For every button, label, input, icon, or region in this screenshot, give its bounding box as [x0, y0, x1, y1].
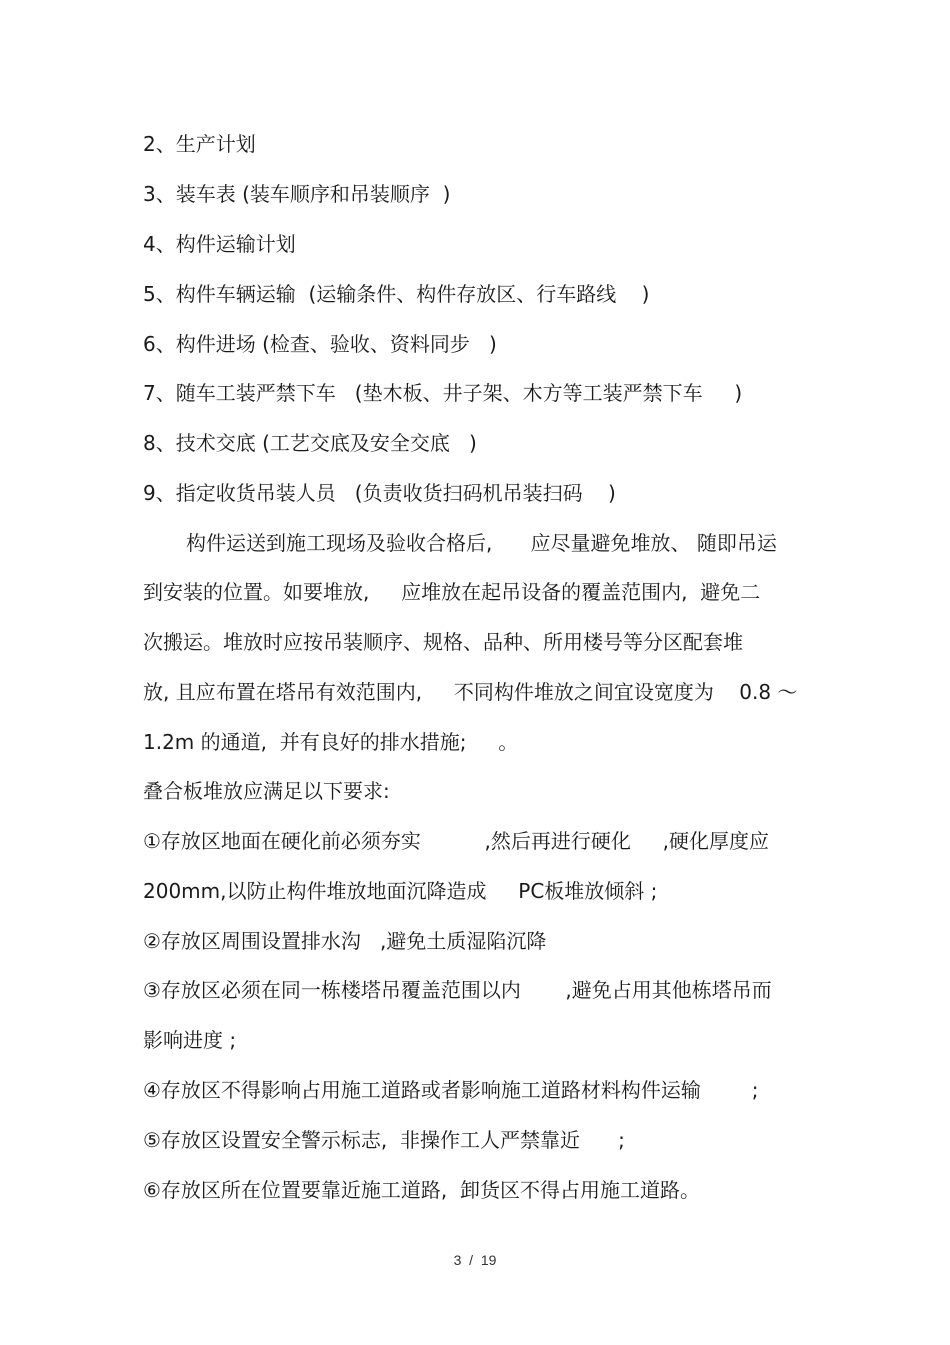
requirement-line: ④存放区不得影响占用施工道路或者影响施工道路材料构件运输 ;	[143, 1078, 759, 1102]
list-item-component-entry: 6、构件进场 (检查、验收、资料同步 )	[143, 332, 497, 356]
requirement-line: ③存放区必须在同一栋楼塔吊覆盖范围以内 ,避免占用其他栋塔吊而	[143, 978, 772, 1002]
list-item-transport-plan: 4、构件运输计划	[143, 232, 296, 256]
paragraph-line: 1.2m 的通道, 并有良好的排水措施; 。	[143, 730, 519, 754]
list-item-designated-staff: 9、指定收货吊装人员 (负责收货扫码机吊装扫码 )	[143, 481, 616, 505]
list-item-production-plan: 2、生产计划	[143, 132, 256, 156]
requirements-heading: 叠合板堆放应满足以下要求:	[143, 779, 390, 803]
requirement-line: ⑥存放区所在位置要靠近施工道路, 卸货区不得占用施工道路。	[143, 1178, 701, 1202]
requirement-line: ②存放区周围设置排水沟 ,避免土质湿陷沉降	[143, 929, 547, 953]
list-item-tooling-rule: 7、随车工装严禁下车 (垫木板、井子架、木方等工装严禁下车 )	[143, 381, 743, 405]
paragraph-line: 次搬运。堆放时应按吊装顺序、规格、品种、所用楼号等分区配套堆	[143, 630, 743, 654]
page-number: 3 / 19	[453, 1252, 497, 1268]
paragraph-line: 构件运送到施工现场及验收合格后, 应尽量避免堆放、 随即吊运	[186, 531, 777, 555]
paragraph-line: 到安装的位置。如要堆放, 应堆放在起吊设备的覆盖范围内, 避免二	[143, 580, 761, 604]
requirement-line: ⑤存放区设置安全警示标志, 非操作工人严禁靠近 ;	[143, 1128, 625, 1152]
paragraph-line: 放, 且应布置在塔吊有效范围内, 不同构件堆放之间宜设宽度为 0.8 ～	[143, 680, 798, 704]
requirement-line: 影响进度 ;	[143, 1028, 237, 1052]
requirement-line: 200mm,以防止构件堆放地面沉降造成 PC板堆放倾斜 ;	[143, 879, 658, 903]
list-item-loading-table: 3、装车表 (装车顺序和吊装顺序 )	[143, 182, 451, 206]
requirement-line: ①存放区地面在硬化前必须夯实 ,然后再进行硬化 ,硬化厚度应	[143, 829, 770, 853]
list-item-vehicle-transport: 5、构件车辆运输 (运输条件、构件存放区、行车路线 )	[143, 282, 650, 306]
list-item-technical-briefing: 8、技术交底 (工艺交底及安全交底 )	[143, 431, 477, 455]
